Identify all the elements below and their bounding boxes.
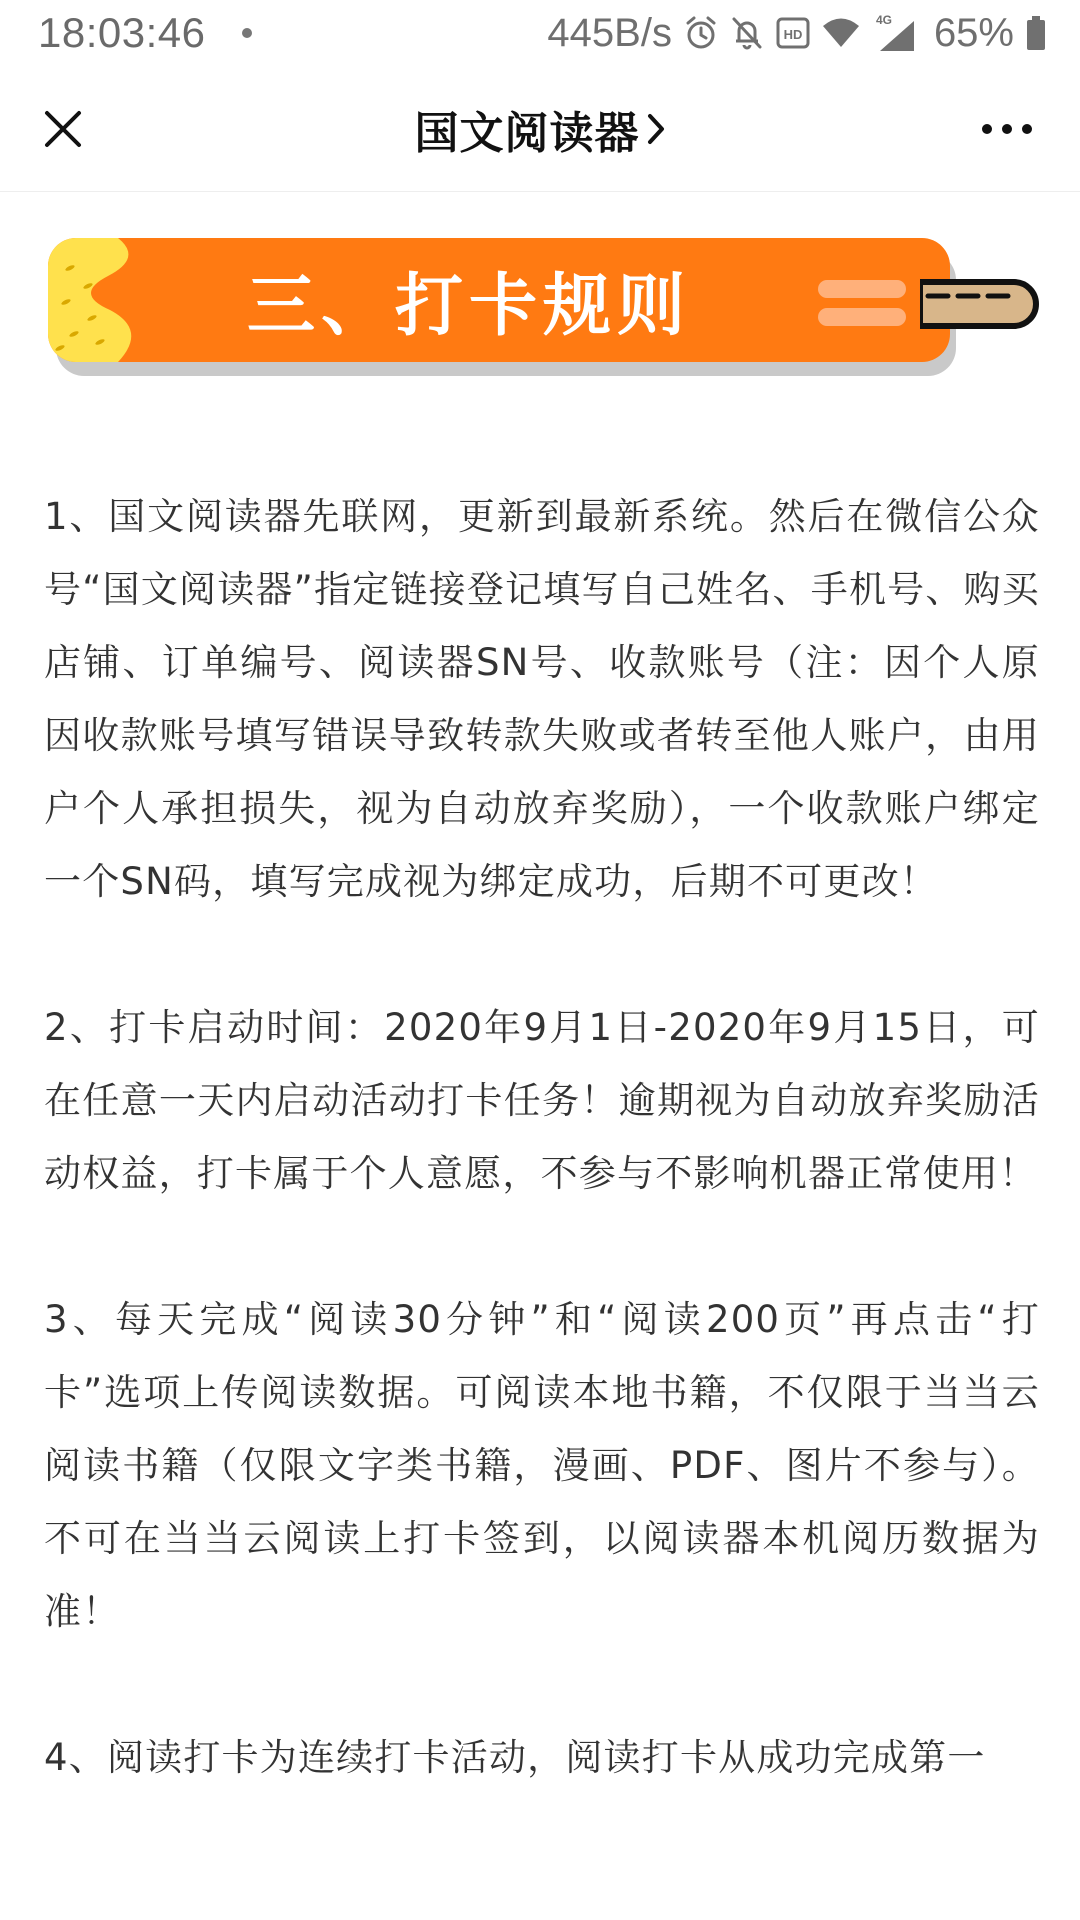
rule-paragraph-1: 1、国文阅读器先联网，更新到最新系统。然后在微信公众号“国文阅读器”指定链接登记填写自己姓名、手机号、购买店铺、订单编号、阅读器SN号、收款账号（注：因个人原因收款账号填写错误导致转款失败或者转至他人账户，由用户个人承担损失，视为自动放弃奖励），一个收款账户绑定一个SN码，填写完成视为绑定成功，后期不可更改！ [44, 495, 1040, 903]
banner-title: 三、打卡规则 [246, 266, 691, 346]
battery-percent: 65% [933, 10, 1014, 55]
page-title: 国文阅读器 [414, 107, 640, 159]
network-speed: 445B/s [547, 10, 672, 55]
status-left [38, 9, 252, 57]
mute-icon [730, 15, 764, 51]
article-body [44, 480, 1040, 1867]
banner-body [48, 238, 950, 362]
svg-text:4G: 4G [875, 13, 892, 27]
signal-icon [872, 13, 918, 53]
close-icon [43, 109, 83, 149]
status-bar [0, 0, 1080, 66]
chevron-right-icon [646, 112, 666, 146]
hd-icon [776, 17, 810, 49]
rule-paragraph-3: 3、每天完成“阅读30分钟”和“阅读200页”再点击“打卡”选项上传阅读数据。可阅读本地书籍，不仅限于当当云阅读书籍（仅限文字类书籍，漫画、PDF、图片不参与）。不可在当当云阅读上打卡签到，以阅读器本机阅历数据为准！ [44, 1298, 1040, 1633]
alarm-icon [684, 15, 718, 51]
pencil-end-icon [920, 274, 1044, 334]
section-banner [44, 228, 1040, 382]
status-right [547, 11, 1046, 56]
close-button[interactable] [30, 96, 96, 162]
wifi-icon [822, 17, 860, 49]
more-icon [981, 123, 1033, 135]
rule-paragraph-2: 2、打卡启动时间：2020年9月1日-2020年9月15日，可在任意一天内启动活动打卡任务！逾期视为自动放弃奖励活动权益，打卡属于个人意愿，不参与不影响机器正常使用！ [44, 1006, 1040, 1195]
svg-text:HD: HD [783, 27, 803, 42]
status-time: 18:03:46 [38, 9, 206, 56]
battery-icon [1026, 15, 1046, 51]
rule-paragraph-4: 4、阅读打卡为连续打卡活动，阅读打卡从成功完成第一 [44, 1736, 986, 1779]
more-button[interactable] [972, 96, 1042, 162]
notification-dot-icon [242, 28, 252, 38]
nav-bar [0, 66, 1080, 192]
account-title-link[interactable] [415, 97, 666, 161]
